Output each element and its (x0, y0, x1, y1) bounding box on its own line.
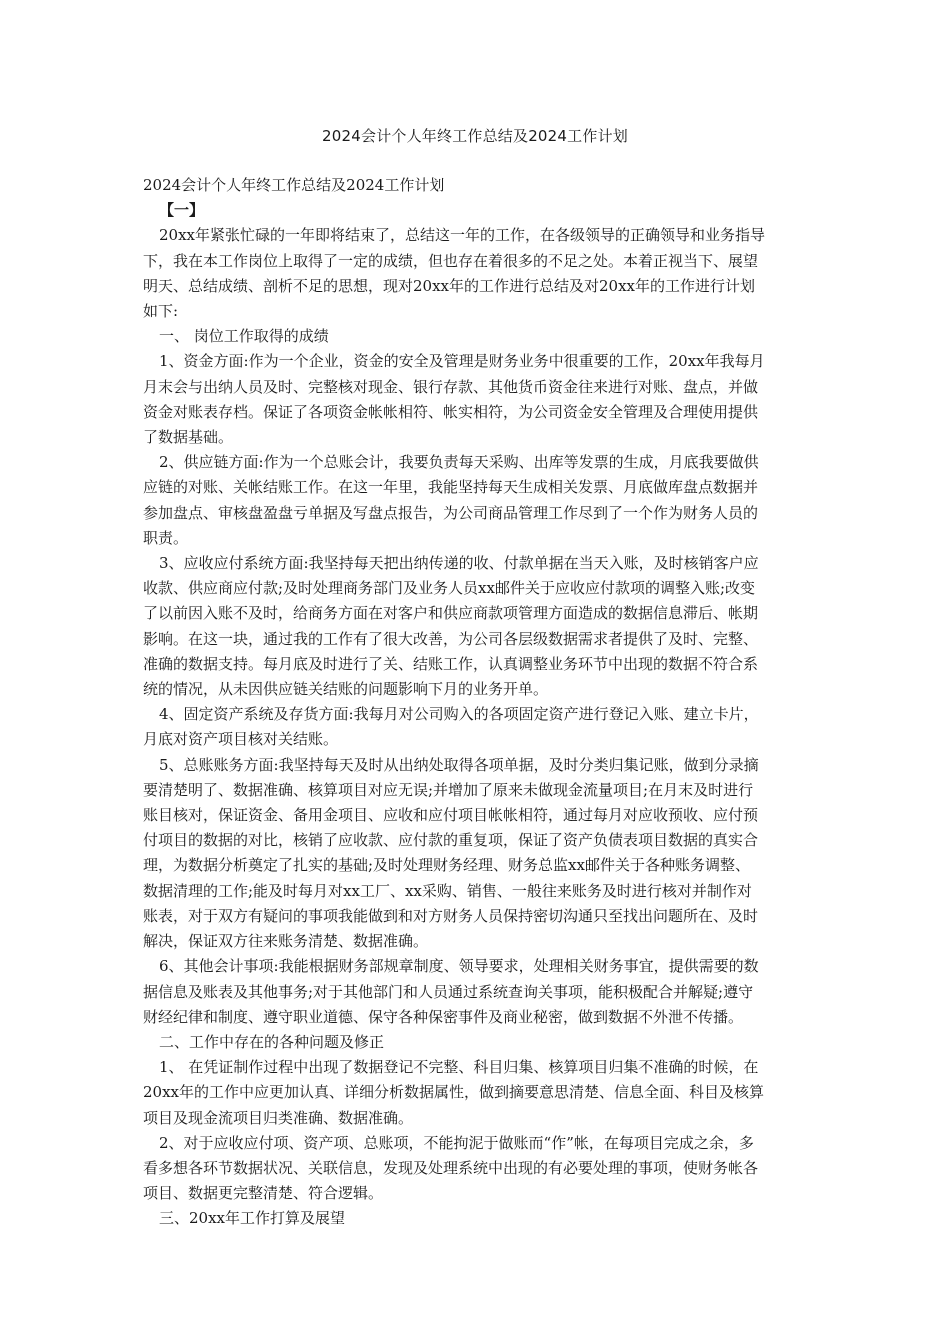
paragraph-line: 了以前因入账不及时，给商务方面在对客户和供应商款项管理方面造成的数据信息滞后、帐期 (143, 604, 759, 623)
paragraph-line: 参加盘点、审核盘盈盘亏单据及写盘点报告，为公司商品管理工作尽到了一个作为财务人员的 (143, 503, 759, 522)
paragraph-line: 收款、供应商应付款;及时处理商务部门及业务人员xx邮件关于应收应付款项的调整入账;改变 (143, 579, 756, 598)
paragraph-line: 财经纪律和制度、遵守职业道德、保守各种保密事件及商业秘密，做到数据不外泄不传播。 (143, 1007, 744, 1026)
paragraph-line: 1、资金方面:作为一个企业，资金的安全及管理是财务业务中很重要的工作，20xx年我每月 (159, 352, 765, 371)
document-subtitle: 2024会计个人年终工作总结及2024工作计划 (143, 176, 445, 194)
paragraph-line: 20xx年的工作中应更加认真、详细分析数据属性，做到摘要意思清楚、信息全面、科目及核算 (143, 1083, 765, 1102)
paragraph-line: 5、总账账务方面:我坚持每天及时从出纳处取得各项单据，及时分类归集记账，做到分录摘 (159, 755, 759, 774)
paragraph-line: 职责。 (143, 528, 189, 547)
paragraph-line: 理，为数据分析奠定了扎实的基础;及时处理财务经理、财务总监xx邮件关于各种账务调整、 (143, 856, 750, 875)
paragraph-line: 1、 在凭证制作过程中出现了数据登记不完整、科目归集、核算项目归集不准确的时候，在 (159, 1058, 759, 1077)
paragraph-line: 4、固定资产系统及存货方面:我每月对公司购入的各项固定资产进行登记入账、建立卡片， (159, 705, 759, 724)
paragraph-line: 数据清理的工作;能及时每月对xx工厂、xx采购、销售、一般往来账务及时进行核对并制作对 (143, 881, 752, 900)
paragraph-line: 月底对资产项目核对关结账。 (143, 730, 339, 749)
page-title: 2024会计个人年终工作总结及2024工作计划 (322, 127, 628, 145)
section-marker: 【一】 (159, 201, 205, 220)
paragraph-line: 6、其他会计事项:我能根据财务部规章制度、领导要求，处理相关财务事宜，提供需要的数 (159, 957, 759, 976)
paragraph-line: 资金对账表存档。保证了各项资金帐帐相符、帐实相符，为公司资金安全管理及合理使用提供 (143, 402, 759, 421)
paragraph-line: 统的情况，从未因供应链关结账的问题影响下月的业务开单。 (143, 680, 549, 699)
paragraph-line: 2、供应链方面:作为一个总账会计，我要负责每天采购、出库等发票的生成，月底我要做供 (159, 453, 759, 472)
paragraph-line: 付项目的数据的对比，核销了应收款、应付款的重复项，保证了资产负债表项目数据的真实合 (143, 831, 759, 850)
section-heading: 三、20xx年工作打算及展望 (159, 1209, 346, 1228)
section-heading: 二、工作中存在的各种问题及修正 (159, 1032, 385, 1051)
paragraph-line: 了数据基础。 (143, 428, 234, 447)
paragraph-line: 据信息及账表及其他事务;对于其他部门和人员通过系统查询关事项，能积极配合并解疑;遵守 (143, 982, 754, 1001)
paragraph-line: 项目、数据更完整清楚、符合逻辑。 (143, 1184, 384, 1203)
paragraph-line: 应链的对账、关帐结账工作。在这一年里，我能坚持每天生成相关发票、月底做库盘点数据并 (143, 478, 759, 497)
paragraph-line: 账目核对，保证资金、备用金项目、应收和应付项目帐帐相符，通过每月对应收预收、应付预 (143, 806, 759, 825)
paragraph-line: 账表，对于双方有疑问的事项我能做到和对方财务人员保持密切沟通只至找出问题所在、及时 (143, 906, 759, 925)
section-heading: 一、 岗位工作取得的成绩 (159, 327, 329, 346)
paragraph-line: 项目及现金流项目归类准确、数据准确。 (143, 1108, 414, 1127)
paragraph-line: 准确的数据支持。每月底及时进行了关、结账工作，认真调整业务环节中出现的数据不符合系 (143, 654, 759, 673)
paragraph-line: 要清楚明了、数据准确、核算项目对应无误;并增加了原来未做现金流量项目;在月末及时进行 (143, 780, 754, 799)
paragraph-line: 3、应收应付系统方面:我坚持每天把出纳传递的收、付款单据在当天入账，及时核销客户应 (159, 554, 759, 573)
paragraph-line: 月末会与出纳人员及时、完整核对现金、银行存款、其他货币资金往来进行对账、盘点，并做 (143, 377, 759, 396)
paragraph-line: 看多想各环节数据状况、关联信息，发现及处理系统中出现的有必要处理的事项，使财务帐各 (143, 1158, 759, 1177)
document-body (143, 173, 809, 1232)
paragraph-line: 解决，保证双方往来账务清楚、数据准确。 (143, 932, 429, 951)
paragraph-line: 明天、总结成绩、剖析不足的思想，现对20xx年的工作进行总结及对20xx年的工作进行计划 (143, 276, 756, 295)
paragraph-line: 20xx年紧张忙碌的一年即将结束了，总结这一年的工作，在各级领导的正确领导和业务指导 (159, 226, 766, 245)
paragraph-line: 下，我在本工作岗位上取得了一定的成绩，但也存在着很多的不足之处。本着正视当下、展望 (143, 251, 759, 270)
paragraph-line: 如下: (143, 302, 179, 321)
paragraph-line: 影响。在这一块，通过我的工作有了很大改善，为公司各层级数据需求者提供了及时、完整、 (143, 629, 759, 648)
paragraph-line: 2、对于应收应付项、资产项、总账项，不能拘泥于做账而“作”帐，在每项目完成之余，多 (159, 1133, 754, 1152)
